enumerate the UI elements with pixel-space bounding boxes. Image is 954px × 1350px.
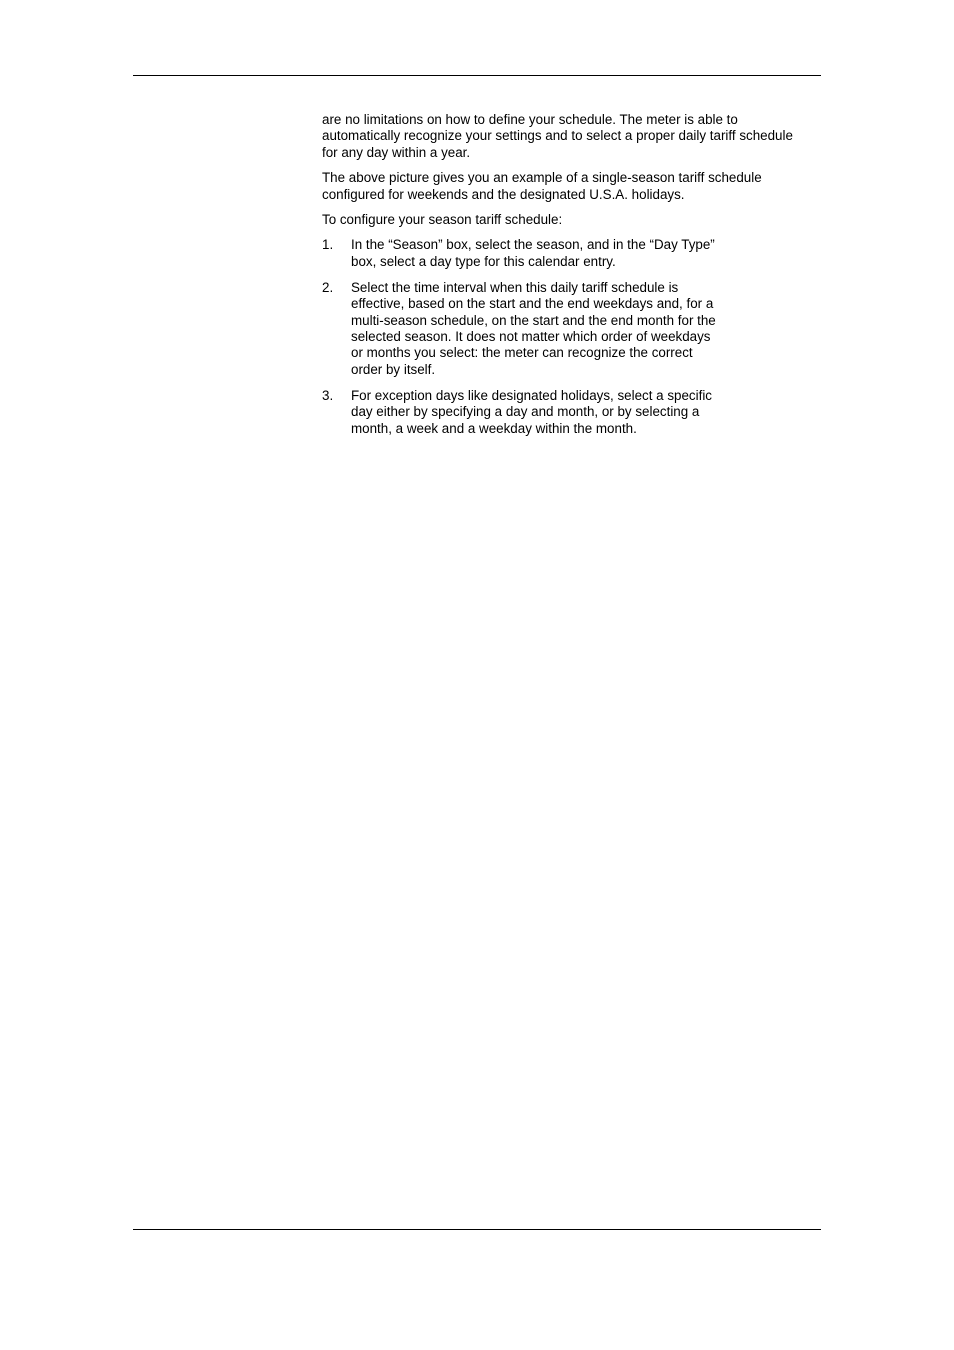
step-text: In the “Season” box, select the season, and in the “Day Type” box, select a day type for this calendar entry.	[351, 237, 715, 269]
step-text: Select the time interval when this daily tariff schedule is effective, based on the start and the end weekdays and, for a multi-season schedule, on the start and the end month for the selected season. It does not matter which order of weekdays or months you select: the meter can recognize the correct order by itself.	[351, 279, 716, 377]
paragraph-configure-intro: To configure your season tariff schedule:	[322, 212, 563, 228]
footer-rule	[133, 1229, 821, 1230]
body-text	[322, 112, 812, 446]
paragraph-example-description: The above picture gives you an example of a single-season tariff schedule configured for weekends and the designated U.S.A. holidays.	[322, 170, 762, 202]
step-number: 2.	[322, 279, 334, 295]
list-item	[322, 280, 722, 378]
configuration-steps-list	[322, 237, 722, 436]
step-number: 1.	[322, 237, 334, 253]
list-item	[322, 388, 722, 437]
step-number: 3.	[322, 387, 334, 403]
header-rule	[133, 75, 821, 76]
step-text: For exception days like designated holidays, select a specific day either by specifying a day and month, or by selecting a month, a week and a weekday within the month.	[351, 387, 712, 436]
paragraph-schedule-limitations: are no limitations on how to define your schedule. The meter is able to automatically recognize your settings and to select a proper daily tariff schedule for any day within a year.	[322, 112, 793, 160]
list-item	[322, 237, 722, 270]
